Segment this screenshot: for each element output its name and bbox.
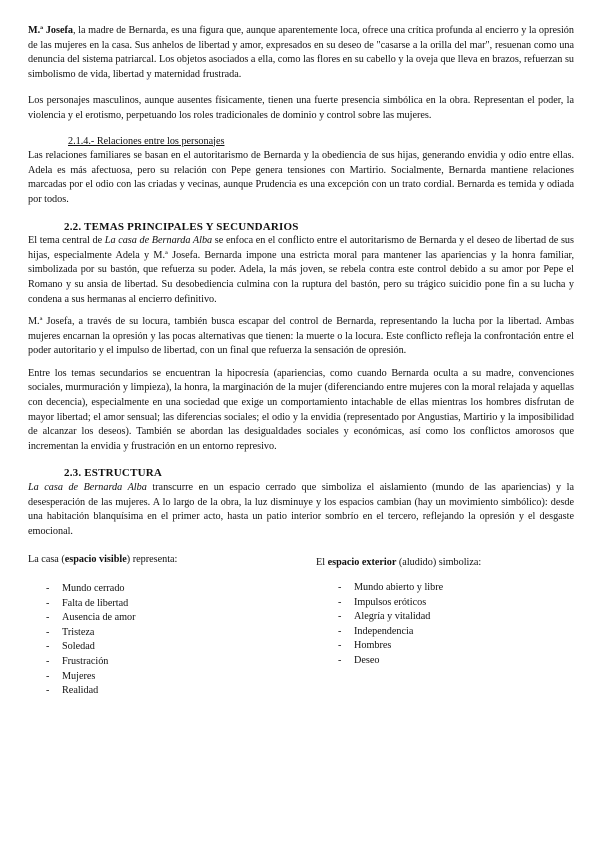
exterior-space-list — [316, 581, 574, 669]
list-item: - Realidad — [28, 684, 298, 699]
visible-space-pre: La casa ( — [28, 554, 65, 566]
visible-space-list — [28, 582, 298, 699]
list-item: - Impulsos eróticos — [316, 596, 574, 611]
exterior-space-bold: espacio exterior — [327, 557, 397, 569]
visible-space-post: ) representa: — [126, 554, 178, 566]
heading-themes: 2.2. TEMAS PRINCIPALES Y SECUNDARIOS — [64, 220, 299, 233]
exterior-space-post: (aludido) simboliza: — [396, 557, 482, 569]
paragraph-relations: Las relaciones familiares se basan en el autoritarismo de Bernarda y la obediencia de sus hijas, generando envidia y odio entre ellas. Adela es más afectuosa, pero su relación con Pepe genera tensiones con Martirio. Socialmente, Bernarda mantiene relaciones marcadas por el odio con las criadas y vecinas, aunque Prudencia es una excepción con un trato cordial. Bernarda es temida y odiada por todos. — [28, 150, 574, 205]
list-item: - Ausencia de amor — [28, 611, 298, 626]
exterior-space-intro — [316, 556, 574, 571]
maria-josefa-text: , la madre de Bernarda, es una figura que, aunque aparentemente loca, ofrece una crítica profunda al encierro y la opresión de las mujeres en la casa. Sus anhelos de libertad y amor, expresados en su deseo de "casarse a la orilla del mar", resuenan como una denuncia del sistema patriarcal. Los objetos asociados a ella, como las flores en su cabello y la oveja que lleva en brazos, refuerzan su simbolismo de vida, libertad y maternidad frustrada. — [28, 25, 574, 80]
list-item: - Mundo cerrado — [28, 582, 298, 597]
document-page — [28, 24, 575, 697]
structure-text: transcurre en un espacio cerrado que simboliza el aislamiento (mundo de las apariencias) y la desesperación de las mujeres. A lo largo de la obra, la luz disminuye y los espacios cambian (hay un movimiento simbólico): desde una habitación blanquísima en el primer acto, hasta un patio interior sombrío en el tercero, reflejando la opresión y el desgaste emocional. — [28, 482, 575, 537]
visible-space-bold: espacio visible — [64, 554, 127, 566]
central-theme-post: se enfoca en el conflicto entre el autoritarismo de Bernarda y el deseo de libertad de sus hijas, especialmente Adela y M.ª Josefa. Bernarda impone una estricta moral para mantener las apariencias y la honra familiar, simbolizada por su bastón, que refuerza su poder. Adela, la más joven, se rebela contra este control debido a su amor por Pepe el Romano y su ansia de libertad. Su desobediencia culmina con la ruptura del bastón, pero su trágico suicidio pone fin a su lucha y condena a sus hermanas al encierro definitivo. — [28, 235, 574, 305]
paragraph-structure — [28, 481, 574, 539]
list-item: - Independencia — [316, 625, 574, 640]
list-item: - Alegría y vitalidad — [316, 610, 574, 625]
maria-josefa-bold: M.ª Josefa — [28, 25, 73, 36]
list-item: - Deseo — [316, 654, 574, 669]
list-item: - Soledad — [28, 640, 298, 655]
space-comparison — [28, 553, 574, 697]
visible-space-intro — [28, 553, 298, 568]
list-item: - Mujeres — [28, 670, 298, 685]
play-title-structure: La casa de Bernarda Alba — [28, 482, 147, 494]
visible-space-column — [28, 553, 298, 698]
central-theme-pre: El tema central de — [28, 235, 105, 247]
list-item: - Hombres — [316, 639, 574, 654]
heading-structure: 2.3. ESTRUCTURA — [64, 467, 163, 480]
paragraph-maria-josefa-madness: M.ª Josefa, a través de su locura, también busca escapar del control de Bernarda, representando la lucha por la libertad. Ambas mujeres encarnan la opresión y las pocas alternativas que tienen: la muerte o la locura. Este conflicto refleja la confrontación entre el poder autoritario y el impulso de libertad, con un final que refuerza la sensación de opresión. — [28, 316, 574, 357]
list-item: - Mundo abierto y libre — [316, 581, 574, 596]
play-title: La casa de Bernarda Alba — [104, 235, 213, 247]
paragraph-maria-josefa — [28, 24, 574, 82]
list-item: - Tristeza — [28, 626, 298, 641]
exterior-space-column — [316, 556, 574, 668]
paragraph-masculine-characters: Los personajes masculinos, aunque ausentes físicamente, tienen una fuerte presencia simbólica en la obra. Representan el poder, la violencia y el erotismo, perpetuando los roles tradicionales de dominio y control sobre las mujeres. — [28, 95, 574, 121]
list-item: - Frustración — [28, 655, 298, 670]
paragraph-secondary-themes: Entre los temas secundarios se encuentran la hipocresía (apariencias, como cuando Bernarda oculta a su madre, convenciones sociales, murmuración y limpieza), la honra, la marginación de la mujer (diferenciando entre mujeres con la moral relajada y aquellas con decencia), especialmente en una sociedad que exige un comportamiento intachable de ellas mientras los hombres disfrutan de mayor libertad; el amor sensual; las diferencias sociales; el odio y la envidia (representado por Angustias, Martirio y la imposibilidad de alcanzar los deseos). También se abordan las desigualdades sociales y económicas, así como los conflictos amorosos que incrementan la envidia y frustración en un entorno represivo. — [28, 367, 574, 452]
list-item: - Falta de libertad — [28, 597, 298, 612]
paragraph-central-theme — [28, 234, 574, 307]
exterior-space-pre: El — [316, 557, 328, 569]
sub-heading-relations: 2.1.4.- Relaciones entre los personajes — [68, 135, 225, 147]
